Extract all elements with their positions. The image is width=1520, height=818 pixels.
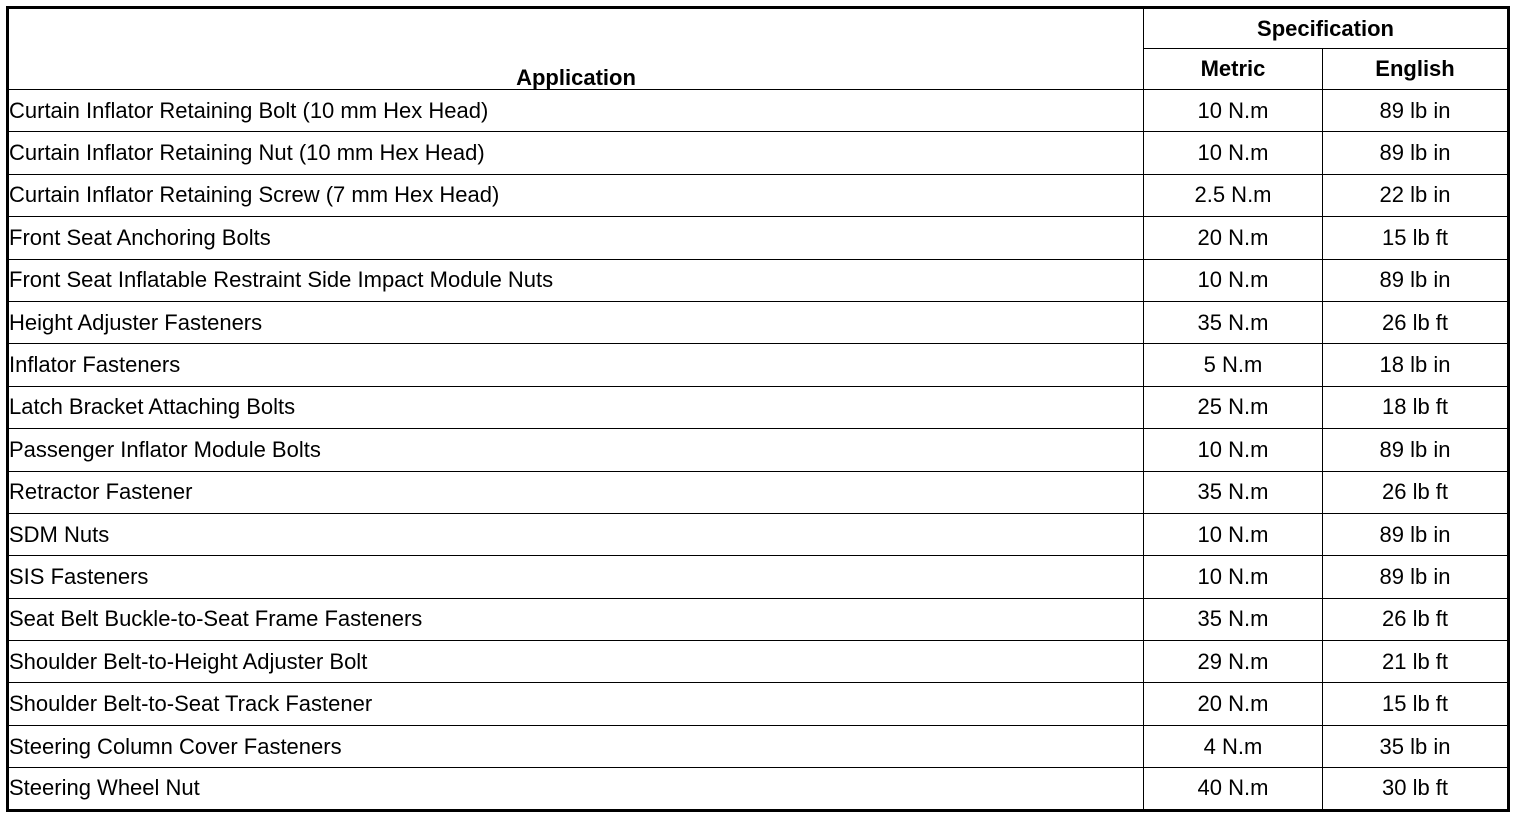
table-row: [8, 344, 1509, 386]
table-row: [8, 132, 1509, 174]
application-cell: Latch Bracket Attaching Bolts: [8, 386, 1144, 428]
table-row: [8, 598, 1509, 640]
english-value-cell: 22 lb in: [1323, 174, 1509, 216]
english-value-cell: 15 lb ft: [1323, 683, 1509, 725]
table-row: [8, 217, 1509, 259]
application-cell: Shoulder Belt-to-Seat Track Fastener: [8, 683, 1144, 725]
english-value-cell: 26 lb ft: [1323, 598, 1509, 640]
metric-value-cell: 5 N.m: [1144, 344, 1323, 386]
metric-value-cell: 35 N.m: [1144, 471, 1323, 513]
english-value-cell: 18 lb ft: [1323, 386, 1509, 428]
table-row: [8, 641, 1509, 683]
metric-value-cell: 10 N.m: [1144, 90, 1323, 132]
table-row: [8, 174, 1509, 216]
application-cell: Front Seat Inflatable Restraint Side Impact Module Nuts: [8, 259, 1144, 301]
metric-value-cell: 25 N.m: [1144, 386, 1323, 428]
application-cell: Height Adjuster Fasteners: [8, 301, 1144, 343]
application-cell: Inflator Fasteners: [8, 344, 1144, 386]
application-cell: SDM Nuts: [8, 513, 1144, 555]
application-cell: Steering Wheel Nut: [8, 768, 1144, 810]
application-cell: Passenger Inflator Module Bolts: [8, 429, 1144, 471]
metric-value-cell: 10 N.m: [1144, 429, 1323, 471]
application-cell: Curtain Inflator Retaining Bolt (10 mm Hex Head): [8, 90, 1144, 132]
table-body: [8, 90, 1509, 811]
metric-value-cell: 10 N.m: [1144, 556, 1323, 598]
table-row: [8, 471, 1509, 513]
metric-value-cell: 20 N.m: [1144, 217, 1323, 259]
application-cell: Front Seat Anchoring Bolts: [8, 217, 1144, 259]
metric-value-cell: 10 N.m: [1144, 513, 1323, 555]
metric-value-cell: 10 N.m: [1144, 259, 1323, 301]
table-row: [8, 725, 1509, 767]
table-row: [8, 301, 1509, 343]
metric-value-cell: 35 N.m: [1144, 598, 1323, 640]
application-cell: Steering Column Cover Fasteners: [8, 725, 1144, 767]
table-row: [8, 259, 1509, 301]
english-value-cell: 26 lb ft: [1323, 301, 1509, 343]
table-row: [8, 683, 1509, 725]
application-column-header: Application: [8, 8, 1144, 90]
metric-column-header: Metric: [1144, 49, 1323, 90]
fastener-specification-table: [6, 6, 1510, 812]
english-value-cell: 30 lb ft: [1323, 768, 1509, 810]
metric-value-cell: 35 N.m: [1144, 301, 1323, 343]
english-column-header: English: [1323, 49, 1509, 90]
table-row: [8, 556, 1509, 598]
table-header: [8, 8, 1509, 90]
metric-value-cell: 29 N.m: [1144, 641, 1323, 683]
english-value-cell: 89 lb in: [1323, 90, 1509, 132]
english-value-cell: 89 lb in: [1323, 429, 1509, 471]
english-value-cell: 89 lb in: [1323, 259, 1509, 301]
english-value-cell: 89 lb in: [1323, 513, 1509, 555]
application-cell: Seat Belt Buckle-to-Seat Frame Fasteners: [8, 598, 1144, 640]
table-row: [8, 429, 1509, 471]
table-row: [8, 386, 1509, 428]
metric-value-cell: 10 N.m: [1144, 132, 1323, 174]
application-cell: SIS Fasteners: [8, 556, 1144, 598]
table-row: [8, 513, 1509, 555]
english-value-cell: 15 lb ft: [1323, 217, 1509, 259]
table-row: [8, 90, 1509, 132]
metric-value-cell: 2.5 N.m: [1144, 174, 1323, 216]
english-value-cell: 35 lb in: [1323, 725, 1509, 767]
specification-group-header: Specification: [1144, 8, 1509, 49]
header-row-top: [8, 8, 1509, 49]
table-row: [8, 768, 1509, 810]
english-value-cell: 89 lb in: [1323, 132, 1509, 174]
english-value-cell: 26 lb ft: [1323, 471, 1509, 513]
english-value-cell: 21 lb ft: [1323, 641, 1509, 683]
application-cell: Curtain Inflator Retaining Screw (7 mm Hex Head): [8, 174, 1144, 216]
application-cell: Curtain Inflator Retaining Nut (10 mm Hex Head): [8, 132, 1144, 174]
metric-value-cell: 40 N.m: [1144, 768, 1323, 810]
metric-value-cell: 20 N.m: [1144, 683, 1323, 725]
application-cell: Retractor Fastener: [8, 471, 1144, 513]
english-value-cell: 18 lb in: [1323, 344, 1509, 386]
metric-value-cell: 4 N.m: [1144, 725, 1323, 767]
english-value-cell: 89 lb in: [1323, 556, 1509, 598]
application-cell: Shoulder Belt-to-Height Adjuster Bolt: [8, 641, 1144, 683]
